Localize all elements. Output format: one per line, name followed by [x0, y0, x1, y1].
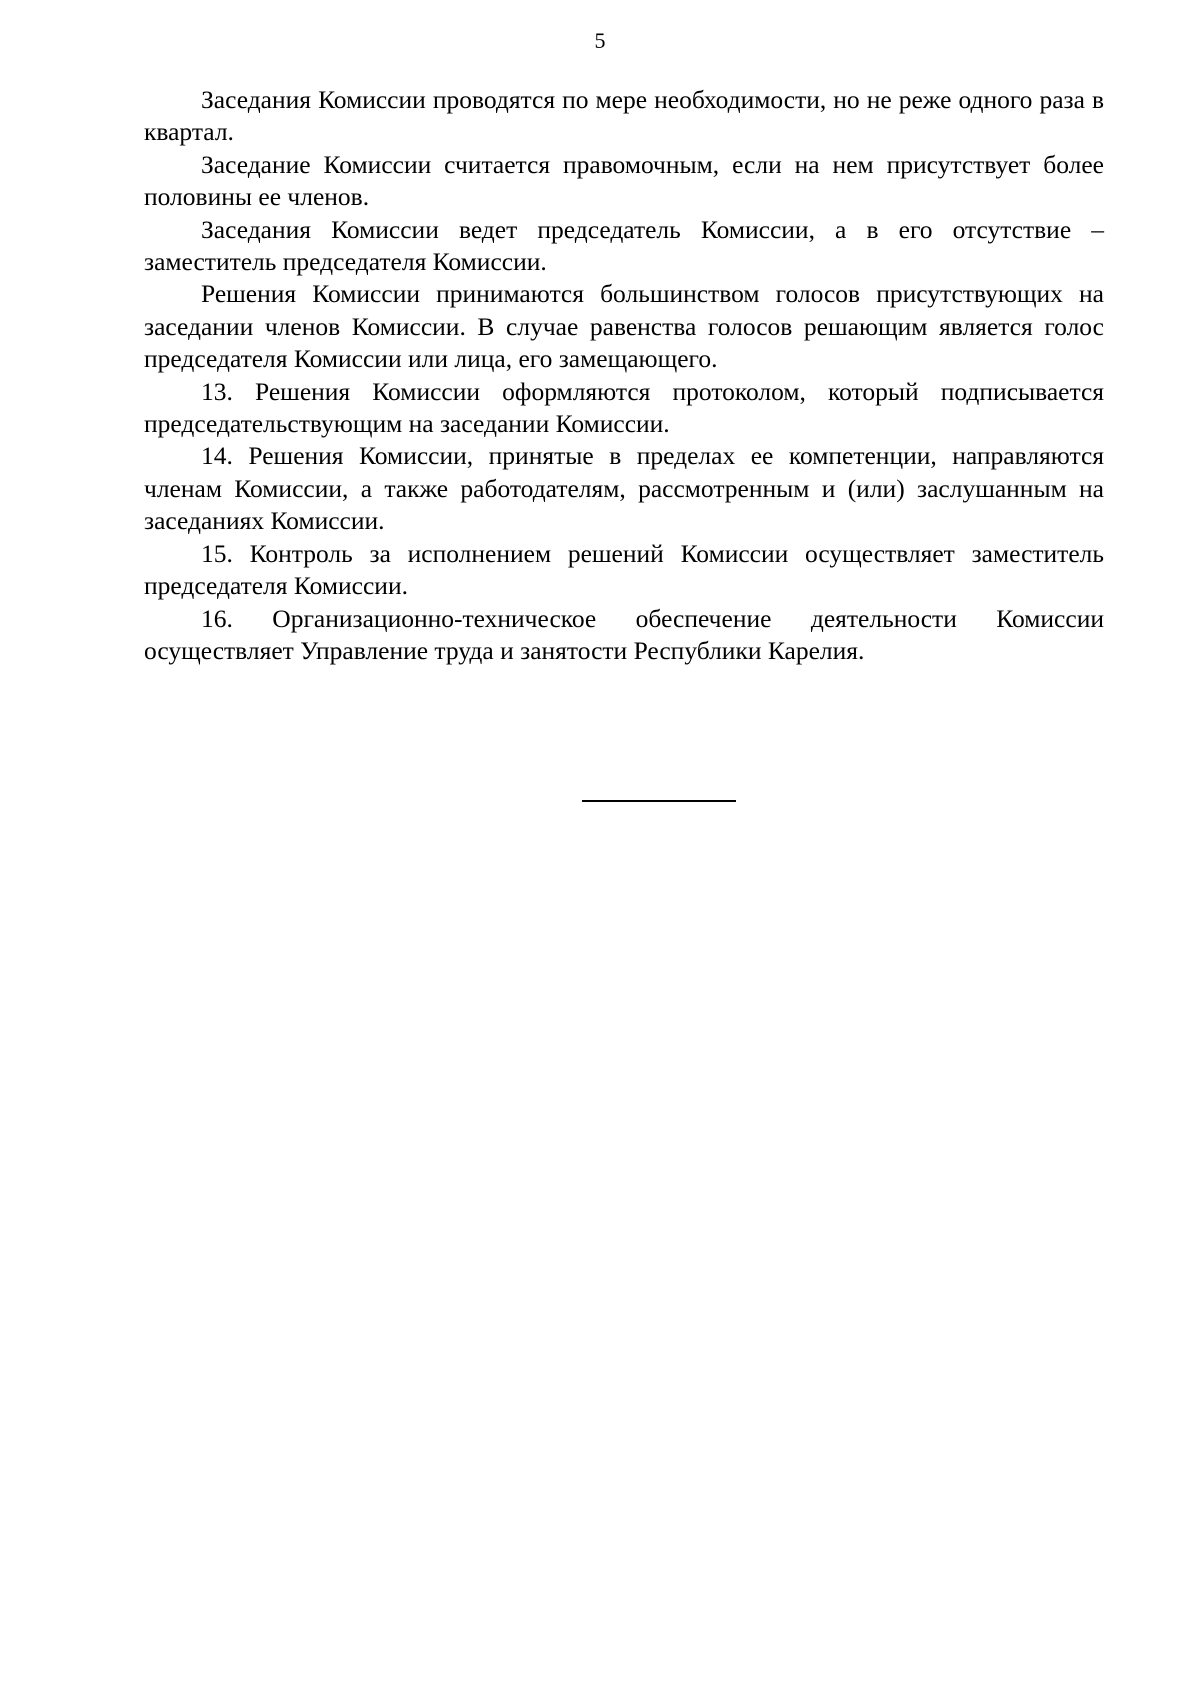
- paragraph-meetings-frequency: Заседания Комиссии проводятся по мере необходимости, но не реже одного раза в квартал.: [144, 85, 1104, 147]
- closing-divider: [582, 800, 736, 802]
- paragraph-item-15: 15. Контроль за исполнением решений Комиссии осуществляет заместитель председателя Комиссии.: [144, 538, 1104, 601]
- paragraph-chairing: Заседания Комиссии ведет председатель Комиссии, а в его отсутствие – заместитель председателя Комиссии.: [144, 214, 1104, 277]
- document-body: [144, 84, 1104, 667]
- page-number: 5: [594, 28, 606, 53]
- paragraph-item-13: 13. Решения Комиссии оформляются протоколом, который подписывается председательствующим на заседании Комиссии.: [144, 376, 1104, 439]
- paragraph-item-14: 14. Решения Комиссии, принятые в пределах ее компетенции, направляются членам Комиссии, а также работодателям, рассмотренным и (или) заслушанным на заседаниях Комиссии.: [144, 441, 1104, 536]
- paragraph-voting: Решения Комиссии принимаются большинством голосов присутствующих на заседании членов Комиссии. В случае равенства голосов решающим является голос председателя Комиссии или лица, его замещающего.: [144, 279, 1104, 374]
- paragraph-quorum: Заседание Комиссии считается правомочным, если на нем присутствует более половины ее членов.: [144, 149, 1104, 212]
- paragraph-item-16: 16. Организационно-техническое обеспечение деятельности Комиссии осуществляет Управление труда и занятости Республики Карелия.: [144, 603, 1104, 665]
